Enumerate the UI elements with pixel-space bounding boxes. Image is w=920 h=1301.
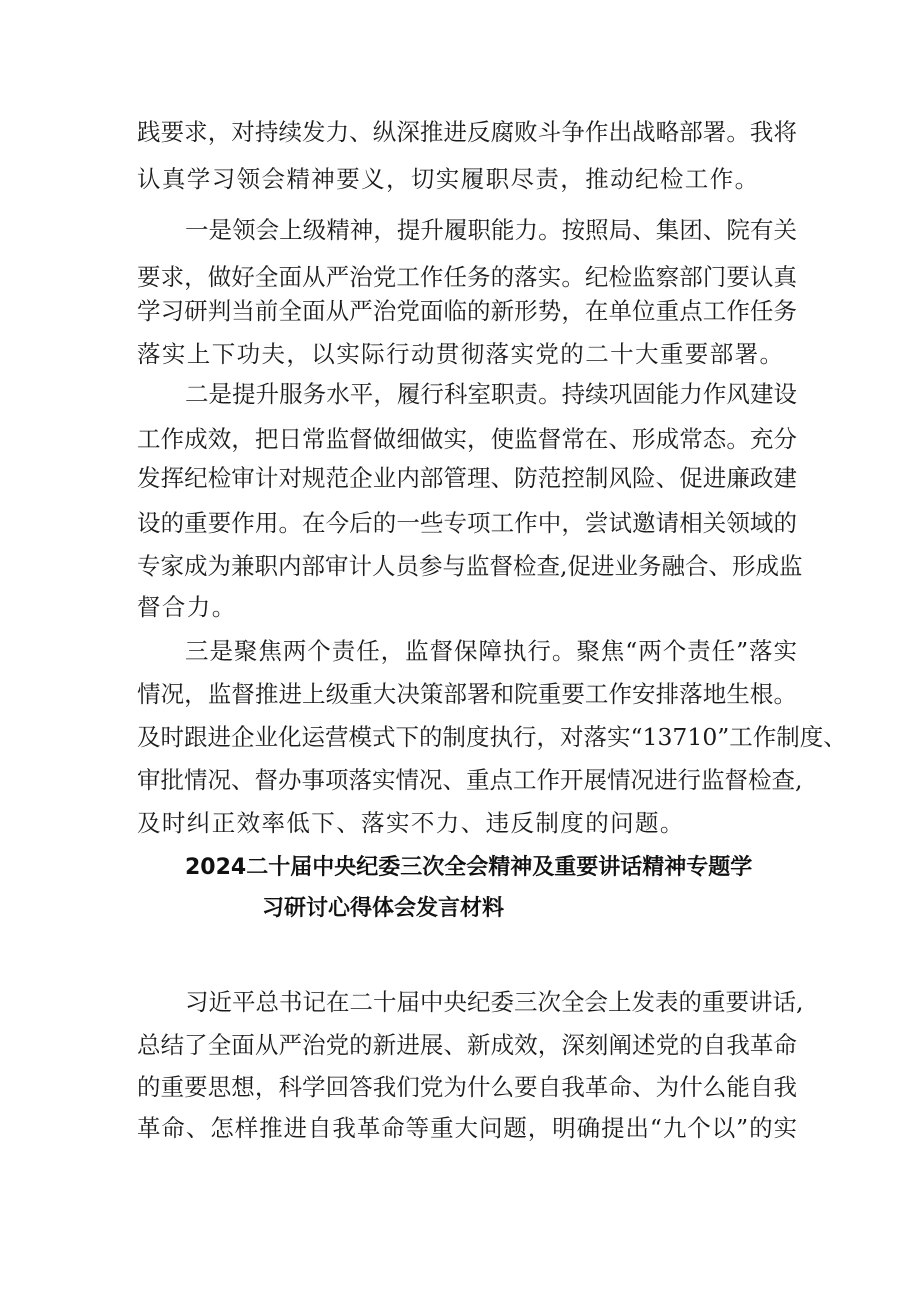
body-line: 督合力。 — [137, 593, 237, 621]
article-title-line1: 2024二十届中央纪委三次全会精神及重要讲话精神专题学 — [185, 855, 753, 880]
article-title-line2: 习研讨心得体会发言材料 — [262, 896, 505, 921]
body-line: 审批情况、督办事项落实情况、重点工作开展情况进行监督检查, — [137, 766, 803, 794]
body-line: 三是聚焦两个责任，监督保障执行。聚焦“两个责任”落实 — [185, 637, 797, 665]
body-line: 革命、怎样推进自我革命等重大问题，明确提出“九个以”的实 — [137, 1114, 797, 1142]
body-line: 及时纠正效率低下、落实不力、违反制度的问题。 — [137, 809, 685, 837]
body-line: 一是领会上级精神，提升履职能力。按照局、集团、院有关 — [185, 216, 797, 244]
body-line: 践要求，对持续发力、纵深推进反腐败斗争作出战略部署。我将 — [137, 118, 797, 146]
body-line: 专家成为兼职内部审计人员参与监督检查,促进业务融合、形成监 — [137, 552, 803, 580]
body-line: 二是提升服务水平，履行科室职责。持续巩固能力作风建设 — [185, 380, 797, 408]
body-line: 总结了全面从严治党的新进展、新成效，深刻阐述党的自我革命 — [137, 1031, 797, 1059]
body-line: 学习研判当前全面从严治党面临的新形势，在单位重点工作任务 — [137, 297, 797, 325]
body-line: 认真学习领会精神要义，切实履职尽责，推动纪检工作。 — [137, 165, 760, 193]
body-line: 要求，做好全面从严治党工作任务的落实。纪检监察部门要认真 — [137, 263, 797, 291]
body-line: 设的重要作用。在今后的一些专项工作中，尝试邀请相关领域的 — [137, 509, 797, 537]
body-line: 落实上下功夫，以实际行动贯彻落实党的二十大重要部署。 — [137, 340, 785, 368]
body-line: 工作成效，把日常监督做细做实，使监督常在、形成常态。充分 — [137, 425, 797, 453]
body-line: 的重要思想，科学回答我们党为什么要自我革命、为什么能自我 — [137, 1073, 797, 1101]
body-line: 情况，监督推进上级重大决策部署和院重要工作安排落地生根。 — [137, 680, 797, 708]
body-line: 发挥纪检审计对规范企业内部管理、防范控制风险、促进廉政建 — [137, 464, 797, 492]
body-line: 习近平总书记在二十届中央纪委三次全会上发表的重要讲话, — [185, 988, 804, 1016]
body-line: 及时跟进企业化运营模式下的制度执行，对落实“13710”工作制度、 — [137, 723, 847, 751]
